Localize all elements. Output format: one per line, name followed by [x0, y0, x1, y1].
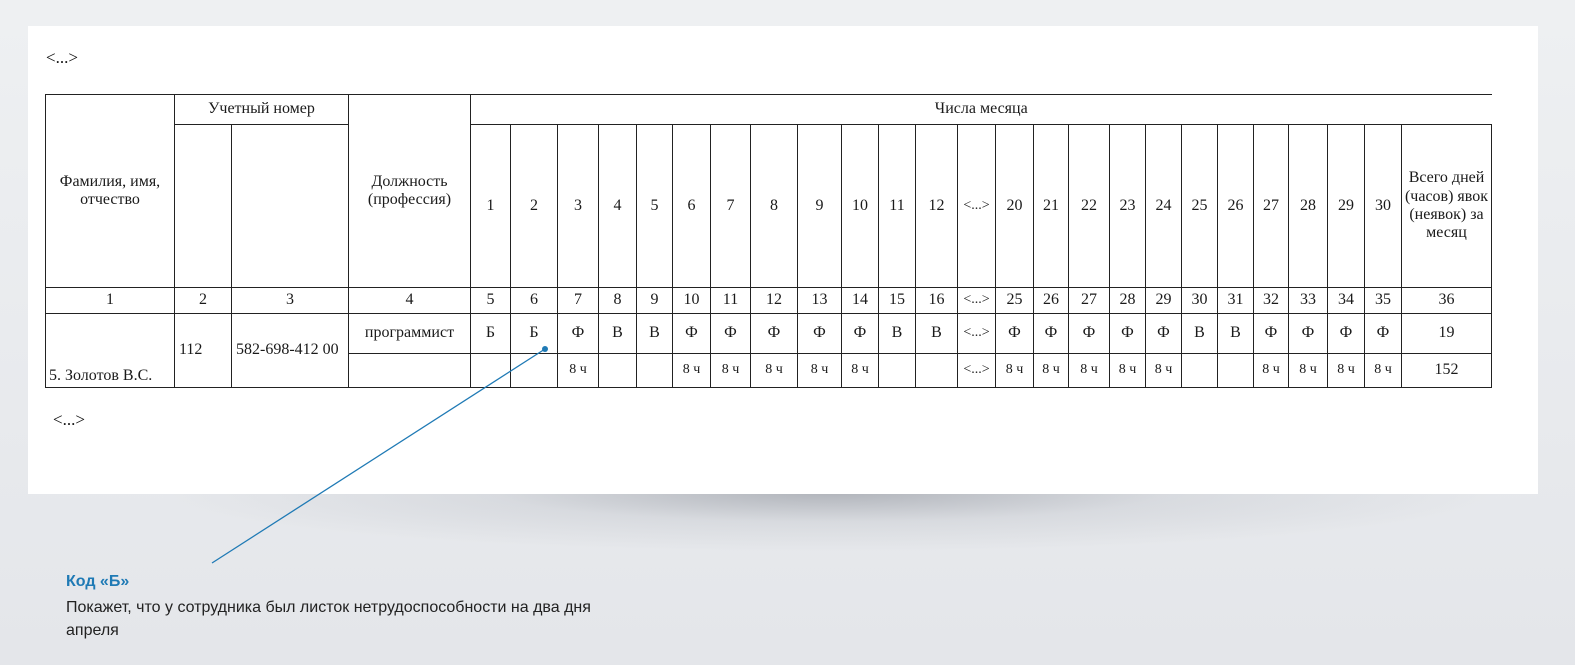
header-total: Всего дней (часов) явок (неявок) за месяц — [1402, 125, 1492, 288]
day-label: 5 — [637, 125, 673, 288]
employee-name: 5. Золотов В.С. — [46, 314, 175, 388]
column-number: 9 — [637, 288, 673, 314]
day-label: 24 — [1146, 125, 1182, 288]
day-hours: 8 ч — [1328, 354, 1365, 388]
day-hours: 8 ч — [1069, 354, 1110, 388]
total-days: 19 — [1402, 314, 1492, 354]
column-number: 15 — [879, 288, 916, 314]
day-label: 27 — [1254, 125, 1289, 288]
day-label: 10 — [842, 125, 879, 288]
day-code: В — [916, 314, 958, 354]
day-hours: 8 ч — [673, 354, 711, 388]
column-number: 14 — [842, 288, 879, 314]
day-label: 21 — [1034, 125, 1069, 288]
header-accounting-number: Учетный номер — [175, 95, 349, 125]
column-number: 3 — [232, 288, 349, 314]
callout-line — [212, 349, 545, 563]
day-hours: 8 ч — [1365, 354, 1402, 388]
column-number: 32 — [1254, 288, 1289, 314]
day-code: Ф — [1328, 314, 1365, 354]
day-code: Ф — [1069, 314, 1110, 354]
day-hours: 8 ч — [1110, 354, 1146, 388]
column-number: 5 — [471, 288, 511, 314]
day-label: 6 — [673, 125, 711, 288]
day-code: В — [637, 314, 673, 354]
day-hours: 8 ч — [798, 354, 842, 388]
day-code: Ф — [711, 314, 751, 354]
callout-text: Покажет, что у сотрудника был листок нетрудоспособности на два дня апреля — [66, 599, 591, 639]
day-label: 30 — [1365, 125, 1402, 288]
day-label: 2 — [511, 125, 558, 288]
column-number: 12 — [751, 288, 798, 314]
day-hours: 8 ч — [1034, 354, 1069, 388]
column-number: 1 — [46, 288, 175, 314]
day-code: В — [879, 314, 916, 354]
column-number: 25 — [996, 288, 1034, 314]
employee-code: 112 — [175, 314, 232, 388]
day-code: Ф — [751, 314, 798, 354]
day-hours-ellipsis: <...> — [958, 354, 996, 388]
column-number: 8 — [599, 288, 637, 314]
column-number: 27 — [1069, 288, 1110, 314]
day-code: Ф — [558, 314, 599, 354]
day-hours: 8 ч — [1289, 354, 1328, 388]
column-number: 2 — [175, 288, 232, 314]
day-hours: 8 ч — [711, 354, 751, 388]
column-number-ellipsis: <...> — [958, 288, 996, 314]
day-code: Ф — [842, 314, 879, 354]
header-month-days: Числа месяца — [471, 95, 1492, 125]
day-code-ellipsis: <...> — [958, 314, 996, 354]
day-label: 7 — [711, 125, 751, 288]
day-label: 20 — [996, 125, 1034, 288]
employee-number: 582-698-412 00 — [232, 314, 349, 388]
column-number: 29 — [1146, 288, 1182, 314]
column-number: 35 — [1365, 288, 1402, 314]
day-hours: 8 ч — [1254, 354, 1289, 388]
day-hours: 8 ч — [751, 354, 798, 388]
column-number: 33 — [1289, 288, 1328, 314]
day-label: 28 — [1289, 125, 1328, 288]
day-label: 9 — [798, 125, 842, 288]
day-code: Ф — [798, 314, 842, 354]
day-code: Ф — [1110, 314, 1146, 354]
day-code: В — [1182, 314, 1218, 354]
day-code: Ф — [1034, 314, 1069, 354]
day-label: 22 — [1069, 125, 1110, 288]
day-code: Б — [511, 314, 558, 354]
column-number: 36 — [1402, 288, 1492, 314]
column-number: 7 — [558, 288, 599, 314]
column-number: 10 — [673, 288, 711, 314]
day-code: В — [1218, 314, 1254, 354]
day-label: 1 — [471, 125, 511, 288]
day-code: Ф — [1365, 314, 1402, 354]
day-code: В — [599, 314, 637, 354]
column-number: 26 — [1034, 288, 1069, 314]
day-code: Ф — [1146, 314, 1182, 354]
total-hours: 152 — [1402, 354, 1492, 388]
day-code: Ф — [1254, 314, 1289, 354]
day-hours: 8 ч — [1146, 354, 1182, 388]
column-number: 30 — [1182, 288, 1218, 314]
day-code: Б — [471, 314, 511, 354]
ellipsis-bottom: <...> — [53, 410, 85, 429]
day-code: Ф — [996, 314, 1034, 354]
day-label: 3 — [558, 125, 599, 288]
header-full-name: Фамилия, имя, отчество — [46, 95, 175, 288]
column-number: 4 — [349, 288, 471, 314]
column-number: 31 — [1218, 288, 1254, 314]
day-label: 11 — [879, 125, 916, 288]
employee-position: программист — [349, 314, 471, 354]
day-code: Ф — [673, 314, 711, 354]
column-number: 11 — [711, 288, 751, 314]
day-hours: 8 ч — [558, 354, 599, 388]
day-label: 8 — [751, 125, 798, 288]
day-label: 29 — [1328, 125, 1365, 288]
column-number: 6 — [511, 288, 558, 314]
day-label: 12 — [916, 125, 958, 288]
column-number: 16 — [916, 288, 958, 314]
day-label-ellipsis: <...> — [958, 125, 996, 288]
column-number: 13 — [798, 288, 842, 314]
callout-dot — [542, 346, 548, 352]
day-hours: 8 ч — [842, 354, 879, 388]
day-label: 23 — [1110, 125, 1146, 288]
day-hours: 8 ч — [996, 354, 1034, 388]
callout-title: Код «Б» — [66, 573, 130, 590]
day-label: 26 — [1218, 125, 1254, 288]
header-position: Должность (профессия) — [349, 95, 471, 288]
day-label: 4 — [599, 125, 637, 288]
day-code: Ф — [1289, 314, 1328, 354]
column-number: 28 — [1110, 288, 1146, 314]
day-label: 25 — [1182, 125, 1218, 288]
ellipsis-top: <...> — [46, 48, 78, 67]
column-number: 34 — [1328, 288, 1365, 314]
